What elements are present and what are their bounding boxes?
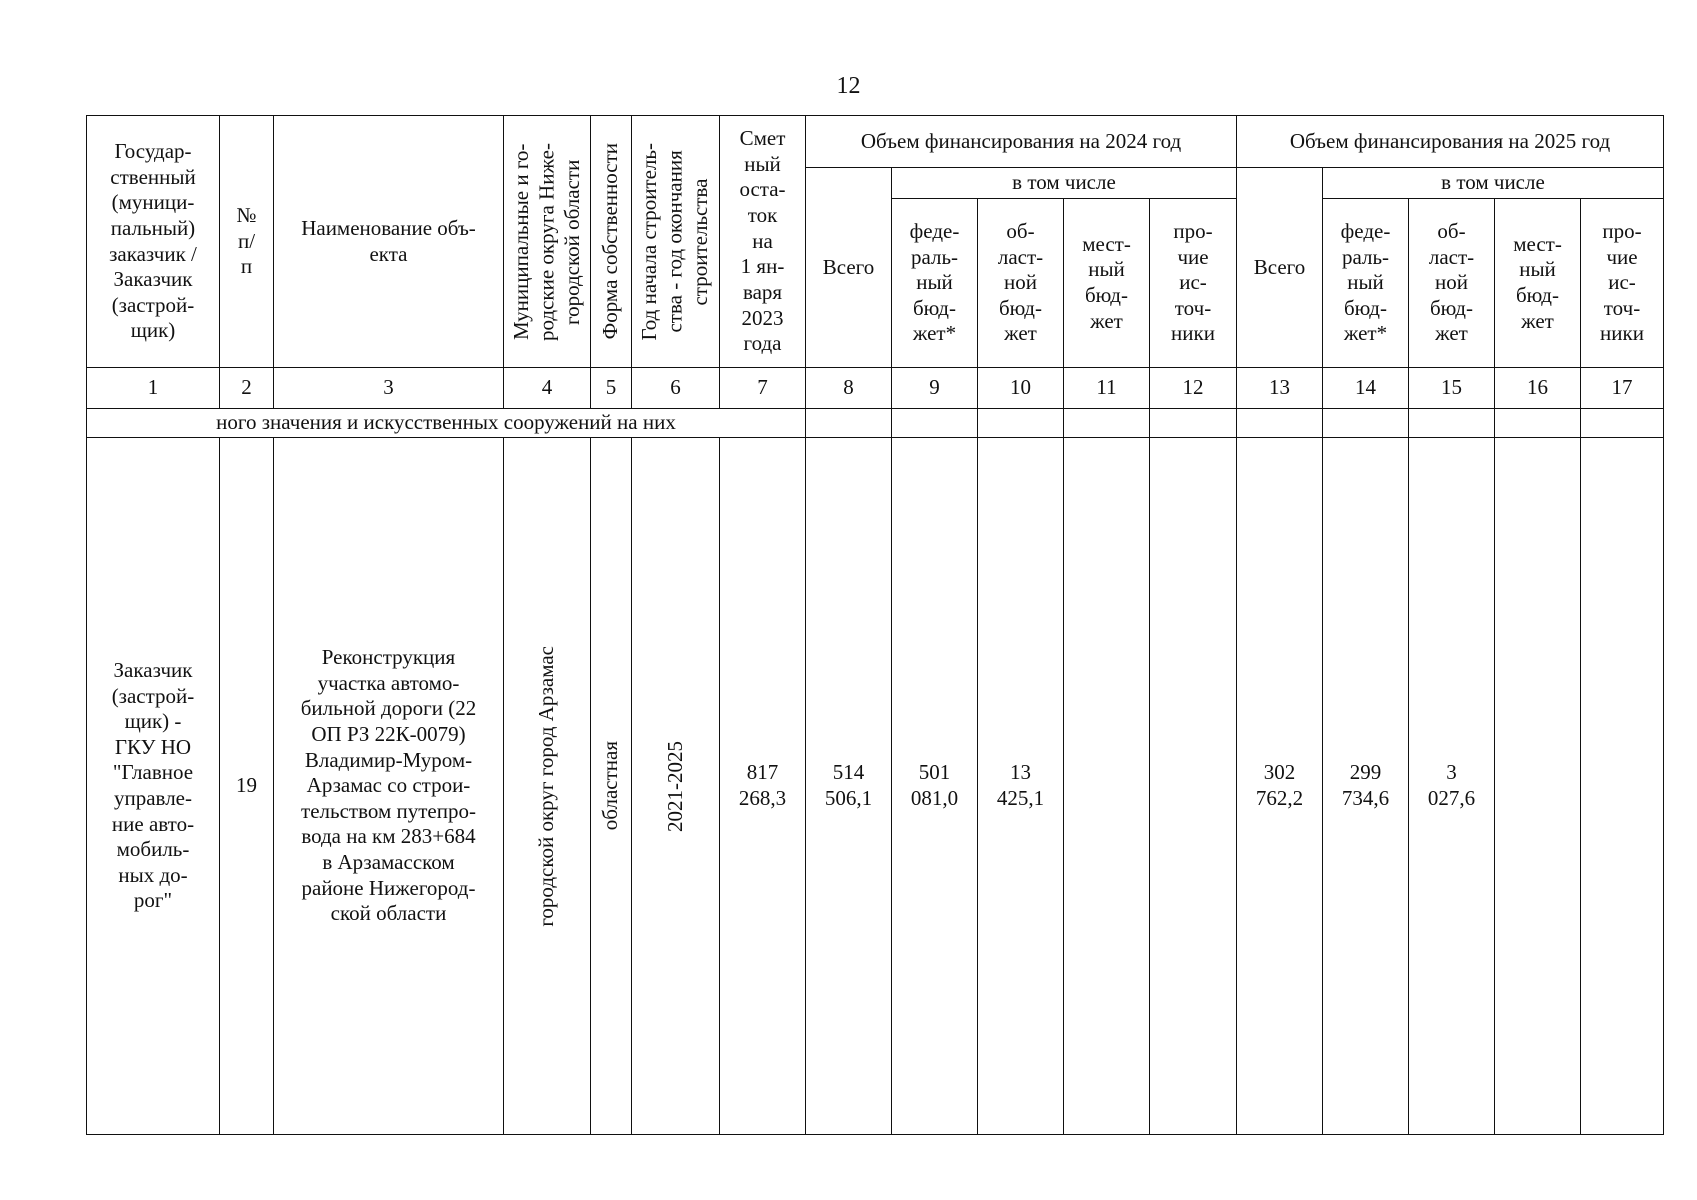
page-number: 12 (836, 73, 861, 99)
row-object-name: Реконструкция участка автомо- бильной дороги (22 ОП РЗ 22К-0079) Владимир-Муром- Арзамас со строи- тельством путепро- вода на км 283+684 в Арзамасском районе Нижегород- ской области (274, 438, 504, 1135)
row-other-2024 (1150, 438, 1237, 1135)
column-number: 2 (220, 368, 274, 409)
row-regional-2025: 3 027,6 (1409, 438, 1495, 1135)
header-total-2024: Всего (806, 168, 892, 368)
row-municipality-text: городской округ город Арзамас (534, 645, 559, 927)
row-municipality (504, 438, 591, 1135)
section-empty-cell (1323, 409, 1409, 438)
table-row (87, 438, 1664, 1135)
column-number: 11 (1064, 368, 1150, 409)
column-number: 15 (1409, 368, 1495, 409)
row-total-2024: 514 506,1 (806, 438, 892, 1135)
header-total-2025: Всего (1237, 168, 1323, 368)
row-balance: 817 268,3 (720, 438, 806, 1135)
header-ownership (591, 116, 632, 368)
header-balance: Смет ный оста- ток на 1 ян- варя 2023 года (720, 116, 806, 368)
header-municipality-text: Муниципальные и го- родские округа Ниже- городской области (508, 142, 584, 341)
section-empty-cell (1495, 409, 1581, 438)
section-empty-cell (1150, 409, 1237, 438)
header-federal-2025: феде- раль- ный бюд- жет* (1323, 199, 1409, 368)
header-other-2025: про- чие ис- точ- ники (1581, 199, 1664, 368)
header-number: № п/ п (220, 116, 274, 368)
column-number: 5 (591, 368, 632, 409)
row-total-2025: 302 762,2 (1237, 438, 1323, 1135)
column-number: 14 (1323, 368, 1409, 409)
header-years (632, 116, 720, 368)
row-ownership-text: областная (598, 741, 623, 831)
section-empty-cell (1237, 409, 1323, 438)
column-number: 7 (720, 368, 806, 409)
header-federal-2024: феде- раль- ный бюд- жет* (892, 199, 978, 368)
column-number-row (87, 368, 1664, 409)
column-number: 1 (87, 368, 220, 409)
section-empty-cell (892, 409, 978, 438)
header-row-1 (87, 116, 1664, 168)
column-number: 6 (632, 368, 720, 409)
row-local-2024 (1064, 438, 1150, 1135)
row-local-2025 (1495, 438, 1581, 1135)
column-number: 3 (274, 368, 504, 409)
header-municipality (504, 116, 591, 368)
column-number: 8 (806, 368, 892, 409)
column-number: 13 (1237, 368, 1323, 409)
column-number: 12 (1150, 368, 1237, 409)
section-empty-cell (1409, 409, 1495, 438)
row-regional-2024: 13 425,1 (978, 438, 1064, 1135)
section-empty-cell (1064, 409, 1150, 438)
investment-program-table (86, 115, 1664, 1135)
column-number: 16 (1495, 368, 1581, 409)
header-funding-2024: Объем финансирования на 2024 год (806, 116, 1237, 168)
section-empty-cell (978, 409, 1064, 438)
header-including-2025: в том числе (1323, 168, 1664, 199)
header-other-2024: про- чие ис- точ- ники (1150, 199, 1237, 368)
header-local-2024: мест- ный бюд- жет (1064, 199, 1150, 368)
header-funding-2025: Объем финансирования на 2025 год (1237, 116, 1664, 168)
row-number: 19 (220, 438, 274, 1135)
header-years-text: Год начала строитель- ства - год окончания строительства (637, 142, 713, 341)
row-customer: Заказчик (застрой- щик) - ГКУ НО "Главное управле- ние авто- мобиль- ных до- рог" (87, 438, 220, 1135)
row-years (632, 438, 720, 1135)
section-empty-cell (1581, 409, 1664, 438)
row-other-2025 (1581, 438, 1664, 1135)
row-federal-2024: 501 081,0 (892, 438, 978, 1135)
section-empty-cell (806, 409, 892, 438)
column-number: 4 (504, 368, 591, 409)
header-local-2025: мест- ный бюд- жет (1495, 199, 1581, 368)
section-label: ного значения и искусственных сооружений на них (87, 409, 806, 438)
header-ownership-text: Форма собственности (598, 143, 623, 340)
header-object-name: Наименование объ- екта (274, 116, 504, 368)
row-federal-2025: 299 734,6 (1323, 438, 1409, 1135)
header-regional-2025: об- ласт- ной бюд- жет (1409, 199, 1495, 368)
header-customer: Государ- ственный (муници- пальный) заказчик / Заказчик (застрой- щик) (87, 116, 220, 368)
column-number: 10 (978, 368, 1064, 409)
header-regional-2024: об- ласт- ной бюд- жет (978, 199, 1064, 368)
header-including-2024: в том числе (892, 168, 1237, 199)
column-number: 17 (1581, 368, 1664, 409)
row-ownership (591, 438, 632, 1135)
section-row (87, 409, 1664, 438)
column-number: 9 (892, 368, 978, 409)
row-years-text: 2021-2025 (662, 740, 687, 832)
